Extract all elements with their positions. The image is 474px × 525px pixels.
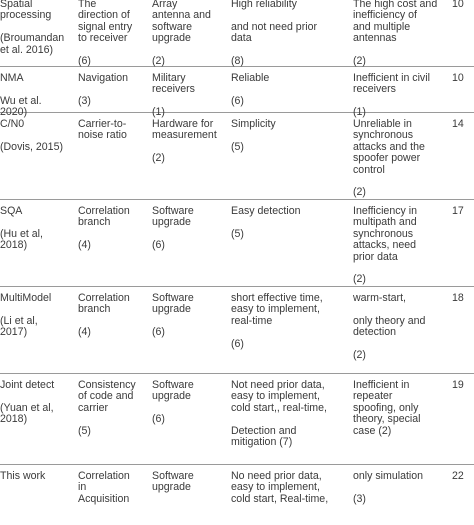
cell-line: (6) — [78, 55, 91, 68]
cell-line — [353, 482, 423, 493]
advantages-cell — [231, 0, 317, 67]
cell-line: 2017) — [0, 326, 28, 339]
cell-line: spoofer power — [353, 152, 421, 165]
cell-line: Easy detection — [231, 205, 301, 217]
cell-line: detection — [353, 326, 396, 339]
cell-line: in — [78, 481, 87, 494]
cell-line: Software — [152, 292, 194, 304]
cell-line: (6) — [231, 94, 244, 107]
disadvantages-cell — [353, 380, 421, 437]
cell-line: Detection and — [231, 424, 297, 437]
cell-line: upgrade — [152, 32, 191, 45]
cell-line: multipath and — [353, 216, 417, 229]
cell-line: 2020) — [0, 106, 28, 119]
cell-line: synchronous — [353, 227, 414, 240]
score-cell — [452, 293, 464, 304]
cell-line: (6) — [152, 326, 165, 339]
table-row — [0, 113, 474, 200]
cell-line: short effective time, — [231, 292, 323, 304]
cell-line: Reliable — [231, 72, 270, 84]
cell-line: (1) — [353, 106, 366, 119]
cell-line — [231, 414, 327, 425]
table-row — [0, 465, 474, 525]
cell-line: MultiModel — [0, 292, 52, 304]
cell-line: data — [231, 32, 252, 45]
cell-line: (Yuan et al, — [0, 401, 54, 414]
cell-line — [78, 414, 136, 425]
method-cell — [0, 471, 45, 482]
cell-line: repeater — [353, 390, 393, 403]
disadvantages-cell — [353, 471, 423, 505]
cost-cell — [152, 380, 194, 426]
cell-line: (8) — [231, 55, 244, 68]
cell-line: upgrade — [152, 481, 191, 494]
cell-line: C/N0 — [0, 118, 25, 130]
cell-line: real-time — [231, 314, 273, 327]
cell-line: This work — [0, 470, 46, 482]
principle-cell — [78, 0, 132, 67]
cell-line: (3) — [353, 492, 366, 505]
cell-line: (Dovis, 2015) — [0, 140, 63, 153]
cell-line: attacks, need — [353, 239, 417, 252]
advantages-cell — [231, 206, 301, 240]
cell-line: only theory and — [353, 314, 426, 327]
cell-line: Simplicity — [231, 118, 276, 130]
cell-line: Inefficient in civil — [353, 72, 430, 84]
cell-line: Hardware for — [152, 118, 214, 130]
cell-line: (2) — [353, 349, 366, 362]
principle-cell — [78, 119, 127, 142]
cell-line: et al. 2016) — [0, 43, 54, 56]
cell-line: inefficiency of — [353, 9, 417, 22]
cell-line: noise ratio — [78, 129, 127, 142]
cell-line: (5) — [231, 227, 244, 240]
method-cell — [0, 119, 63, 153]
advantages-cell — [231, 73, 269, 107]
score-value: 18 — [452, 292, 464, 304]
cell-line: mitigation (7) — [231, 436, 293, 449]
cell-line: NMA — [0, 72, 24, 84]
cell-line: antenna and — [152, 9, 211, 22]
table-row — [0, 287, 474, 374]
cost-cell — [152, 73, 195, 119]
cell-line: Military — [152, 72, 186, 84]
cell-line: Wu et al. — [0, 94, 42, 107]
cell-line: prior data — [353, 250, 398, 263]
cell-line: to receiver — [78, 32, 128, 45]
cell-line: (2) — [353, 186, 366, 199]
cell-line: of code and — [78, 390, 134, 403]
cell-line: processing — [0, 9, 52, 22]
cost-cell — [152, 206, 194, 252]
method-cell — [0, 380, 54, 426]
cell-line: easy to implement, — [231, 303, 320, 316]
cell-line: upgrade — [152, 216, 191, 229]
score-value: 10 — [452, 72, 464, 84]
principle-cell — [78, 471, 130, 505]
score-cell — [452, 380, 464, 391]
method-cell — [0, 293, 51, 339]
cell-line: Array — [152, 0, 178, 10]
cell-line: Unreliable in — [353, 118, 412, 130]
cell-line: (4) — [78, 239, 91, 252]
cell-line: Correlation — [78, 470, 130, 482]
cell-line: (2) — [152, 152, 165, 165]
cell-line: High reliability — [231, 0, 297, 10]
disadvantages-cell — [353, 119, 425, 199]
table-row — [0, 200, 474, 287]
cell-line: and not need prior — [231, 20, 317, 33]
principle-cell — [78, 73, 128, 107]
score-value: 14 — [452, 118, 464, 130]
cell-line: SQA — [0, 205, 23, 217]
cell-line: measurement — [152, 129, 217, 142]
method-cell — [0, 73, 42, 119]
principle-cell — [78, 293, 130, 339]
cell-line: cold start, Real-time, — [231, 492, 329, 505]
advantages-cell — [231, 471, 328, 505]
score-cell — [452, 471, 464, 482]
cell-line: branch — [78, 303, 111, 316]
cell-line: easy to implement, — [231, 390, 320, 403]
cell-line: (4) — [78, 326, 91, 339]
cell-line: 2018) — [0, 239, 28, 252]
disadvantages-cell — [353, 293, 425, 361]
cell-line: (2) — [353, 55, 366, 68]
cell-line: case (2) — [353, 424, 392, 437]
cell-line: carrier — [78, 401, 109, 414]
cell-line: 2018) — [0, 413, 28, 426]
cell-line: and multiple — [353, 20, 411, 33]
cell-line: Correlation — [78, 292, 130, 304]
cell-line: receivers — [353, 83, 396, 96]
cell-line: direction of — [78, 9, 130, 22]
cell-line: (5) — [78, 424, 91, 437]
table-row — [0, 67, 474, 119]
score-value: 17 — [452, 205, 464, 217]
cell-line: attacks and the — [353, 140, 425, 153]
cell-line: (2) — [152, 55, 165, 68]
cell-line: Acquisition — [78, 492, 130, 505]
score-value: 10 — [452, 0, 464, 10]
cell-line: control — [353, 163, 385, 176]
cell-line: cold start,, real-time, — [231, 401, 327, 414]
disadvantages-cell — [353, 206, 417, 286]
cell-line — [231, 327, 323, 338]
cell-line: signal entry — [78, 20, 133, 33]
score-value: 22 — [452, 470, 464, 482]
cell-line: (Li et al, — [0, 314, 38, 327]
cell-line: warm-start, — [353, 292, 406, 304]
score-cell — [452, 73, 464, 84]
cell-line: (1) — [152, 106, 165, 119]
cell-line: spoofing, only — [353, 401, 419, 414]
cell-line: (5) — [231, 140, 244, 153]
method-cell — [0, 0, 64, 56]
cell-line: Spatial — [0, 0, 33, 10]
cell-line: antennas — [353, 32, 397, 45]
advantages-cell — [231, 293, 323, 350]
principle-cell — [78, 206, 130, 252]
cell-line: Carrier-to- — [78, 118, 127, 130]
cell-line: Not need prior data, — [231, 379, 325, 391]
score-value: 19 — [452, 379, 464, 391]
advantages-cell — [231, 119, 276, 153]
cell-line: Inefficient in — [353, 379, 410, 391]
cell-line: branch — [78, 216, 111, 229]
cell-line: (6) — [231, 337, 244, 350]
cell-line: software — [152, 20, 193, 33]
cell-line: No need prior data, — [231, 470, 322, 482]
cell-line: easy to implement, — [231, 481, 320, 494]
cell-line: Software — [152, 205, 194, 217]
cell-line: The — [78, 0, 97, 10]
score-cell — [452, 119, 464, 130]
cost-cell — [152, 0, 211, 67]
cell-line: upgrade — [152, 303, 191, 316]
cost-cell — [152, 471, 194, 494]
cost-cell — [152, 119, 217, 165]
cell-line: Joint detect — [0, 379, 55, 391]
cell-line: (6) — [152, 239, 165, 252]
cell-line: Software — [152, 470, 194, 482]
advantages-cell — [231, 380, 327, 448]
cell-line: theory, special — [353, 413, 421, 426]
cell-line: (6) — [152, 413, 165, 426]
score-cell — [452, 206, 464, 217]
cell-line: (2) — [353, 273, 366, 286]
cell-line: Navigation — [78, 72, 129, 84]
cell-line: (3) — [78, 94, 91, 107]
table-row — [0, 374, 474, 465]
principle-cell — [78, 380, 136, 437]
cell-line: only simulation — [353, 470, 424, 482]
cost-cell — [152, 293, 194, 339]
score-cell — [452, 0, 464, 10]
table-row — [0, 0, 474, 67]
cell-line: (Hu et al, — [0, 227, 43, 240]
cell-line: Correlation — [78, 205, 130, 217]
cell-line: synchronous — [353, 129, 414, 142]
cell-line: Consistency — [78, 379, 136, 391]
cell-line: Software — [152, 379, 194, 391]
method-cell — [0, 206, 43, 252]
disadvantages-cell — [353, 73, 430, 119]
cell-line: Inefficiency in — [353, 205, 417, 217]
cell-line: The high cost and — [353, 0, 438, 10]
cell-line: receivers — [152, 83, 195, 96]
cell-line: (Broumandan — [0, 32, 65, 45]
cell-line: upgrade — [152, 390, 191, 403]
disadvantages-cell — [353, 0, 437, 67]
